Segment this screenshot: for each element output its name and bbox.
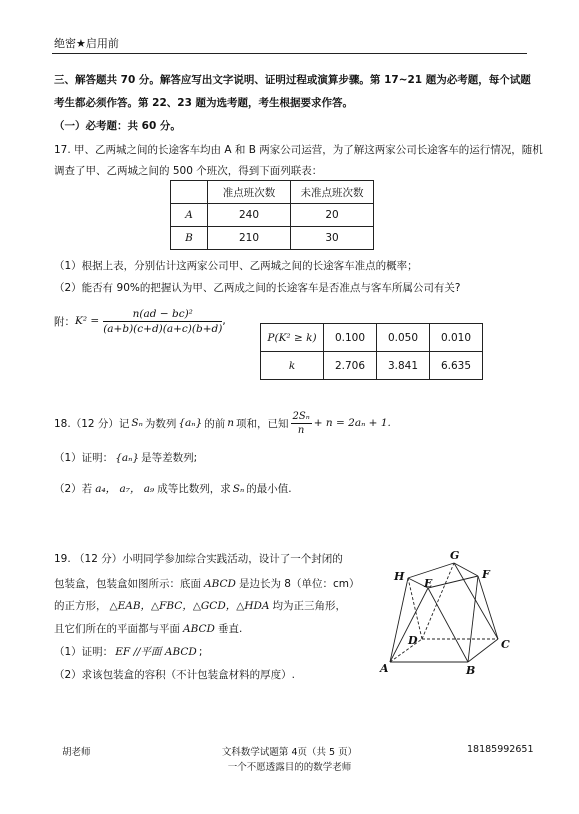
table-header-cell: 准点班次数 <box>208 181 291 204</box>
table-cell: A <box>171 204 208 227</box>
q18-sub1-text: （1）证明： <box>54 452 114 464</box>
label-H: H <box>394 570 405 583</box>
table-header-cell: 未准点班次数 <box>291 181 374 204</box>
q18-text: 项和，已知 <box>236 417 289 430</box>
table-cell: 20 <box>291 204 374 227</box>
edge-DH <box>408 578 422 639</box>
footer-page-info: 文科数学试题第 4页（共 5 页） <box>221 747 358 758</box>
q19-line2 <box>54 576 359 591</box>
label-B: B <box>466 664 476 677</box>
q18-text: 的前 <box>204 417 226 430</box>
table-cell: 30 <box>291 227 374 250</box>
table-row <box>261 352 483 380</box>
q18-sub2-text: 的最小值. <box>246 483 292 495</box>
label-A: A <box>380 662 389 675</box>
q18-sub1 <box>54 450 197 465</box>
edge-CG <box>454 563 498 639</box>
formula-fraction <box>103 308 222 335</box>
footer-slogan: 一个不愿透露目的的数学老师 <box>227 762 352 773</box>
edge-HG <box>408 563 454 578</box>
section3-title-line1: 三、解答题共 70 分。解答应写出文字说明、证明过程或演算步骤。第 17~21 题为必考题，每个试题 <box>54 74 531 86</box>
q17-sub2: （2）能否有 90%的把握认为甲、乙两成之间的长途客车是否准点与客车所属公司有关? <box>54 282 461 294</box>
q19-sub2: （2）求该包装盒的容积（不计包装盒材料的厚度）. <box>54 669 296 681</box>
q18-frac-num: 2Sₙ <box>292 410 310 422</box>
edge-CF <box>478 576 498 639</box>
q19-line1: 19. （12 分）小明同学参加综合实践活动，设计了一个封闭的 <box>54 553 343 565</box>
q19-sub1-text: ; <box>198 646 203 658</box>
edge-AE <box>390 588 428 662</box>
q18-sub2 <box>54 481 292 496</box>
q19-text: 是边长为 8（单位：cm） <box>238 578 360 590</box>
q18-var-sn: Sₙ <box>232 483 245 495</box>
q17-critical-value-table <box>260 323 483 380</box>
q19-text: 包装盒，包装盒如图所示：底面 <box>54 578 201 590</box>
edge-BC <box>468 639 498 662</box>
table-cell: P(K² ≥ k) <box>261 324 324 352</box>
q19-sub1 <box>54 644 202 659</box>
section3-part1: （一）必考题：共 60 分。 <box>54 120 181 132</box>
formula-prefix: 附： <box>54 315 75 328</box>
table-cell: 0.010 <box>430 324 483 352</box>
q18-var-an: {aₙ} <box>178 417 203 429</box>
q17-formula <box>54 302 226 340</box>
table-cell: 3.841 <box>377 352 430 380</box>
table-row <box>171 204 374 227</box>
table-header-cell <box>171 181 208 204</box>
q18-sub1-text: 是等差数列; <box>141 452 198 464</box>
table-cell: 210 <box>208 227 291 250</box>
table-cell: k <box>261 352 324 380</box>
q17-line1: 17. 甲、乙两城之间的长途客车均由 A 和 B 两家公司运营，为了解这两家公司长途客车的运行情况，随机 <box>54 144 543 156</box>
formula-denominator: (a+b)(c+d)(a+c)(b+d) <box>103 322 223 335</box>
label-C: C <box>501 638 510 651</box>
q17-contingency-table <box>170 180 374 250</box>
q19-text: 垂直. <box>217 623 243 635</box>
q19-sub1-expr: EF //平面 ABCD <box>115 646 197 658</box>
label-E: E <box>424 577 433 590</box>
label-F: F <box>482 568 490 581</box>
q19-triangles: △EAB，△FBC，△GCD，△HDA <box>109 600 270 612</box>
q18-fraction <box>291 411 312 436</box>
q17-line2: 调查了甲、乙两城之间的 500 个班次，得到下面列联表： <box>54 165 323 177</box>
header-rule <box>52 53 527 54</box>
table-row <box>261 324 483 352</box>
q18-text: 18.（12 分）记 <box>54 417 130 430</box>
q19-line4 <box>54 621 242 636</box>
q19-var-abcd: ABCD <box>183 623 215 635</box>
q18-equation-tail: + n = 2aₙ + 1. <box>313 417 391 429</box>
table-cell: B <box>171 227 208 250</box>
table-row <box>171 227 374 250</box>
edge-AH <box>390 578 408 662</box>
q19-var-abcd: ABCD <box>204 578 236 590</box>
q18-stem <box>54 410 391 436</box>
table-cell: 0.050 <box>377 324 430 352</box>
table-cell: 6.635 <box>430 352 483 380</box>
classification-header: 绝密★启用前 <box>54 37 119 50</box>
label-G: G <box>450 549 460 562</box>
formula-end: , <box>222 315 226 327</box>
section3-title-line2: 考生都必须作答。第 22、23 题为选考题，考生根据要求作答。 <box>54 97 354 109</box>
q18-var-n: n <box>227 417 235 429</box>
q18-var-sn: Sₙ <box>131 417 143 429</box>
formula-lhs: K² = <box>75 315 100 327</box>
q18-frac-den: n <box>297 424 305 436</box>
edge-EF <box>428 576 478 588</box>
label-D: D <box>408 634 418 647</box>
formula-numerator: n(ad − bc)² <box>103 308 222 322</box>
q19-text: 且它们所在的平面都与平面 <box>54 623 180 635</box>
table-cell: 240 <box>208 204 291 227</box>
q19-line3 <box>54 598 346 613</box>
footer-phone: 18185992651 <box>467 744 534 755</box>
q18-sub2-text: 成等比数列，求 <box>157 483 231 495</box>
q18-sub2-vars: a₄， a₇， a₉ <box>95 483 155 495</box>
q18-sub2-text: （2）若 <box>54 483 93 495</box>
q18-text: 为数列 <box>144 417 177 430</box>
footer-author: 胡老师 <box>62 747 91 758</box>
edge-BE <box>428 588 468 662</box>
table-cell: 0.100 <box>324 324 377 352</box>
q18-var-an: {aₙ} <box>115 452 140 464</box>
packaging-box-figure <box>370 545 530 680</box>
q19-text: 均为正三角形， <box>272 600 346 612</box>
q19-sub1-text: （1）证明： <box>54 646 114 658</box>
q17-sub1: （1）根据上表，分别估计这两家公司甲、乙两城之间的长途客车准点的概率； <box>54 260 418 272</box>
q19-text: 的正方形， <box>54 600 107 612</box>
table-cell: 2.706 <box>324 352 377 380</box>
